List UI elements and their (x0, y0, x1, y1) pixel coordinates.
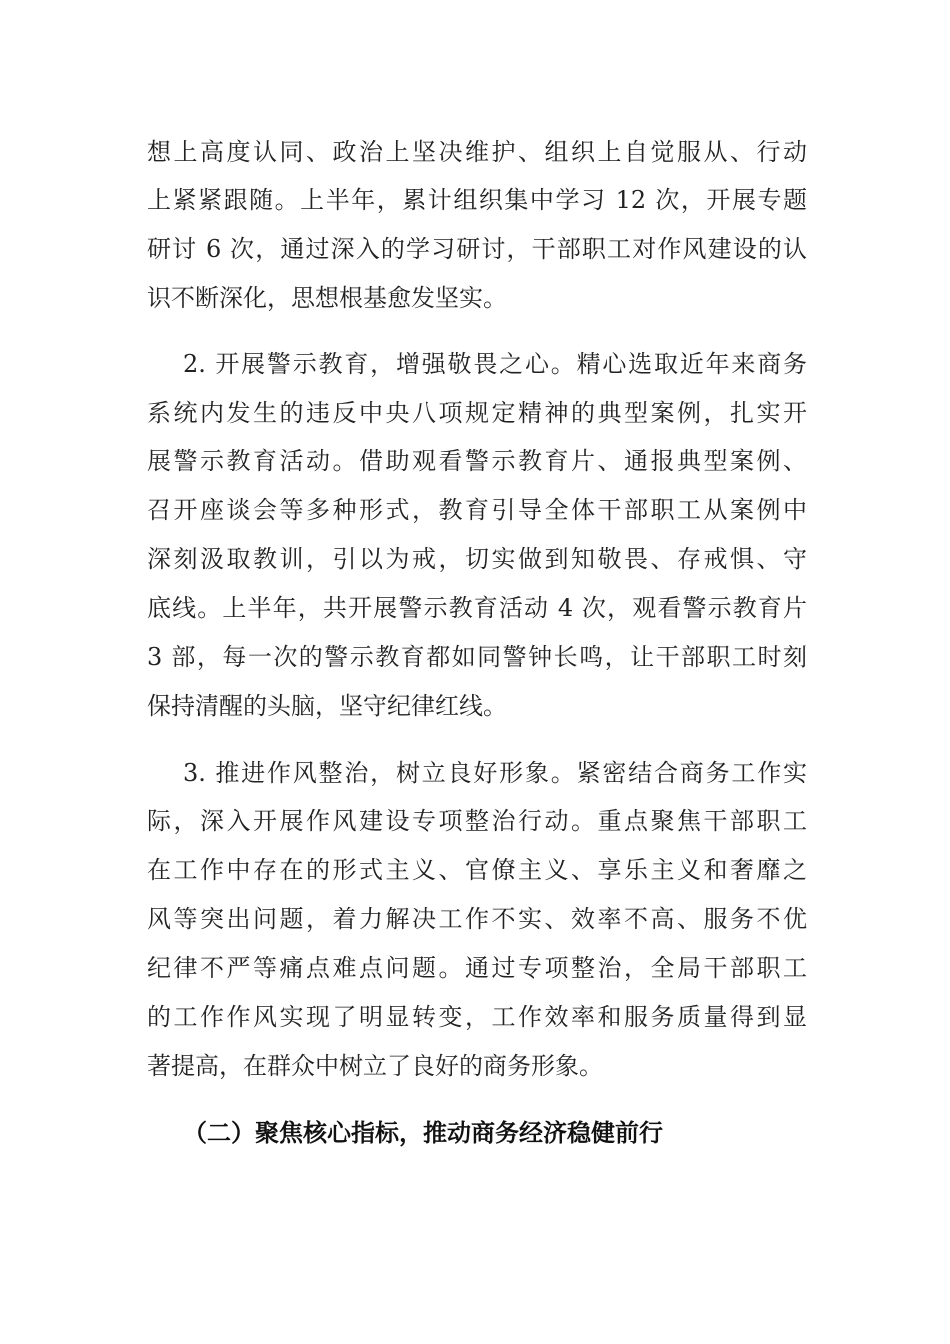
paragraph-3-line-3: 在工作中存在的形式主义、官僚主义、享乐主义和奢靡之 (147, 856, 807, 884)
paragraph-2-line-6: 底线。上半年，共开展警示教育活动 4 次，观看警示教育片 (147, 594, 807, 622)
paragraph-2-line-2: 系统内发生的违反中央八项规定精神的典型案例，扎实开 (147, 399, 807, 427)
paragraph-2-line-7: 3 部，每一次的警示教育都如同警钟长鸣，让干部职工时刻 (147, 643, 807, 671)
paragraph-3-line-2: 际，深入开展作风建设专项整治行动。重点聚焦干部职工 (147, 807, 807, 835)
paragraph-3-line-1: 3. 推进作风整治，树立良好形象。紧密结合商务工作实 (183, 759, 807, 787)
paragraph-1-line-4: 识不断深化，思想根基愈发坚实。 (147, 284, 507, 312)
paragraph-3-line-7: 著提高，在群众中树立了良好的商务形象。 (147, 1052, 603, 1080)
paragraph-2-line-1: 2. 开展警示教育，增强敬畏之心。精心选取近年来商务 (183, 350, 807, 378)
paragraph-2-line-4: 召开座谈会等多种形式，教育引导全体干部职工从案例中 (147, 496, 807, 524)
paragraph-2-line-5: 深刻汲取教训，引以为戒，切实做到知敬畏、存戒惧、守 (147, 545, 807, 573)
section-heading: （二）聚焦核心指标，推动商务经济稳健前行 (183, 1119, 663, 1147)
paragraph-1-line-1: 想上高度认同、政治上坚决维护、组织上自觉服从、行动 (147, 138, 807, 166)
paragraph-2-line-3: 展警示教育活动。借助观看警示教育片、通报典型案例、 (147, 447, 807, 475)
paragraph-1-line-2: 上紧紧跟随。上半年，累计组织集中学习 12 次，开展专题 (147, 186, 807, 214)
paragraph-2-line-8: 保持清醒的头脑，坚守纪律红线。 (147, 692, 507, 720)
paragraph-3-line-5: 纪律不严等痛点难点问题。通过专项整治，全局干部职工 (147, 954, 807, 982)
paragraph-3-line-4: 风等突出问题，着力解决工作不实、效率不高、服务不优 (147, 905, 807, 933)
paragraph-1-line-3: 研讨 6 次，通过深入的学习研讨，干部职工对作风建设的认 (147, 235, 807, 263)
paragraph-3-line-6: 的工作作风实现了明显转变，工作效率和服务质量得到显 (147, 1003, 807, 1031)
